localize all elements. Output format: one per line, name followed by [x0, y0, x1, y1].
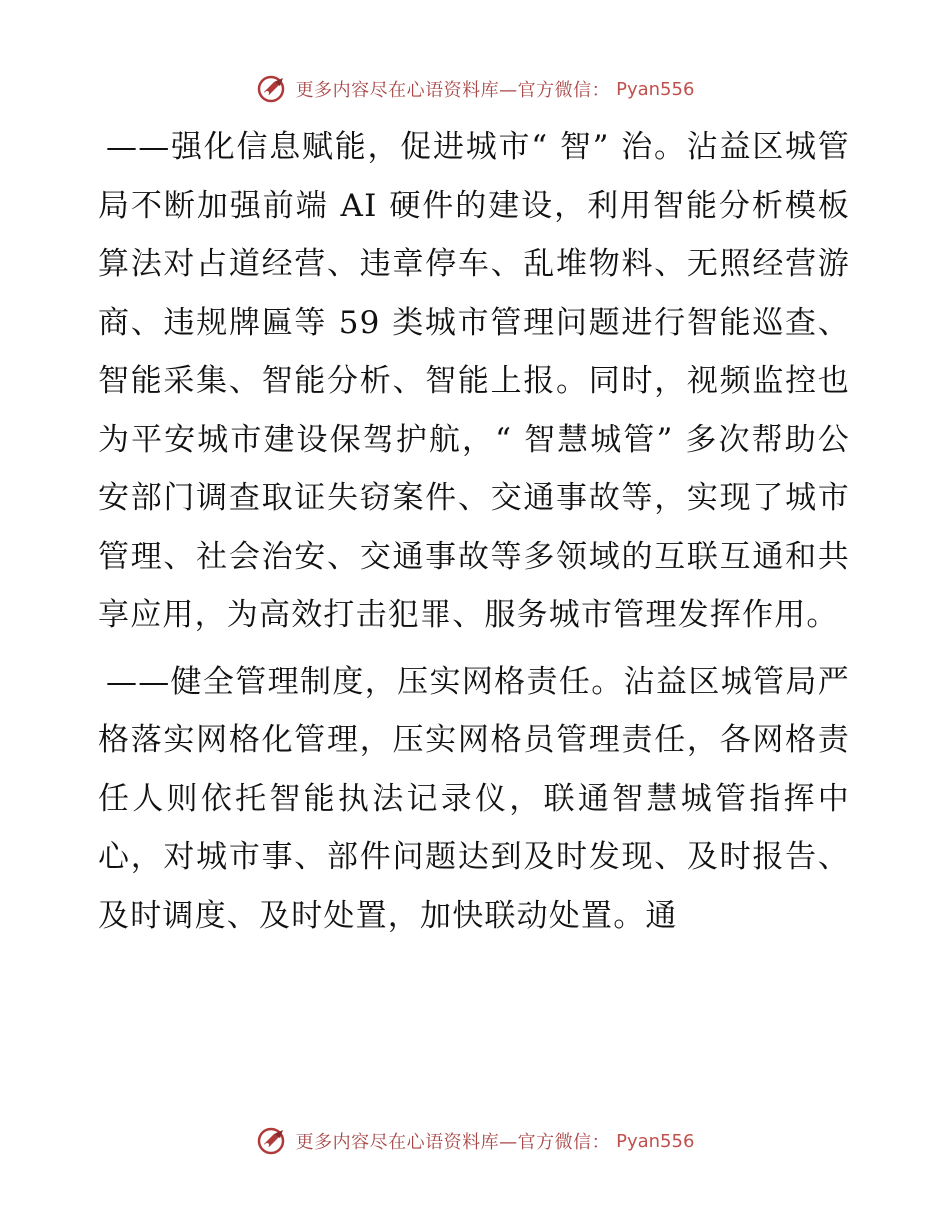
- watermark-text: 更多内容尽在心语资料库—官方微信：: [295, 80, 611, 101]
- brand-logo-icon: [256, 1126, 290, 1156]
- footer-watermark: [0, 1126, 950, 1156]
- document-body: [98, 118, 850, 945]
- brand-logo-icon: [256, 74, 290, 104]
- watermark-account: Pyan556: [616, 1130, 695, 1152]
- paragraph-smart-governance: ——强化信息赋能，促进城市“ 智” 治。沾益区城管局不断加强前端 AI 硬件的建设，利用智能分析模板算法对占道经营、违章停车、乱堆物料、无照经营游商、违规牌匾等 59 类城市管理问题进行智能巡查、智能采集、智能分析、智能上报。同时，视频监控也为平安城市建设保驾护航，“ 智慧城管” 多次帮助公安部门调查取证失窃案件、交通事故等，实现了城市管理、社会治安、交通事故等多领域的互联互通和共享应用，为高效打击犯罪、服务城市管理发挥作用。: [98, 129, 850, 633]
- header-watermark: [0, 74, 950, 104]
- watermark-account: Pyan556: [616, 78, 695, 100]
- paragraph-grid-management: ——健全管理制度，压实网格责任。沾益区城管局严格落实网格化管理，压实网格员管理责任，各网格责任人则依托智能执法记录仪，联通智慧城管指挥中心，对城市事、部件问题达到及时发现、及时报告、及时调度、及时处置，加快联动处置。通: [98, 663, 850, 934]
- watermark-text: 更多内容尽在心语资料库—官方微信：: [295, 1132, 611, 1153]
